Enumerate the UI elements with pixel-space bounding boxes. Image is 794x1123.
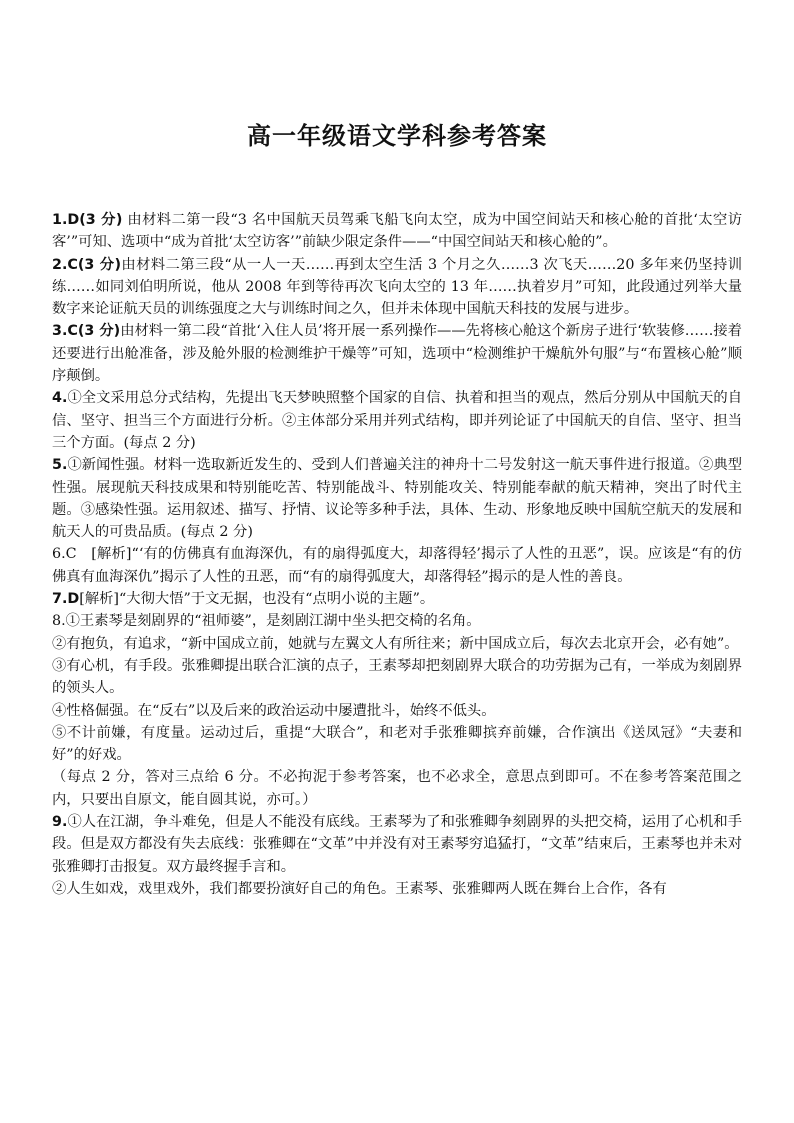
- answer-paragraph: [52, 209, 742, 254]
- answer-paragraph: [52, 254, 742, 321]
- answer-paragraph: [52, 722, 742, 767]
- paragraph-text: 由材料二第三段“从一人一天……再到太空生活 3 个月之久……3 次飞天……20 多年来仍坚持训练……如同刘伯明所说，他从 2008 年到等待再次飞向太空的 13 年……执着岁月”可知，此段通过列举大量数字来论证航天员的训练强度之大与训练时间之久，但并未体现中国航天科技的发展与进步。: [52, 256, 742, 318]
- paragraph-text: [解析]“大彻大悟”于文无据，也没有“点明小说的主题”。: [79, 591, 435, 608]
- answer-paragraph: [52, 655, 742, 700]
- paragraph-text: ②人生如戏，戏里戏外，我们都要扮演好自己的角色。王素琴、张雅卿两人既在舞台上合作，各有: [52, 880, 667, 897]
- answer-paragraph: [52, 588, 742, 610]
- answer-paragraph: [52, 878, 742, 900]
- item-number: 3.C(3 分): [52, 323, 121, 340]
- answer-paragraph: [52, 766, 742, 811]
- paragraph-text: 由材料一第二段“首批‘入住人员’将开展一系列操作——先将核心舱这个新房子进行‘软装修……接着还要进行出舱准备，涉及舱外服的检测维护干燥等”可知，选项中“检测维护干燥航外句服”与“布置核心舱”顺序颠倒。: [52, 323, 742, 385]
- paragraph-text: ③有心机，有手段。张雅卿提出联合汇演的点子，王素琴却把刻剧界大联合的功劳据为己有，一举成为刻剧界的领头人。: [52, 657, 742, 697]
- answer-paragraph: [52, 610, 742, 632]
- paragraph-text: ①人在江湖，争斗难免，但是人不能没有底线。王素琴为了和张雅卿争刻剧界的头把交椅，运用了心机和手段。但是双方都没有失去底线：张雅卿在“文革”中并没有对王素琴穷追猛打，“文革”结束后，王素琴也并未对张雅卿打击报复。双方最终握手言和。: [52, 814, 742, 875]
- paragraph-text: 8.①王素琴是刻剧界的“祖师婆”，是刻剧江湖中坐头把交椅的名角。: [52, 613, 481, 630]
- answer-paragraph: [52, 454, 742, 543]
- item-number: 4.: [52, 390, 68, 407]
- paragraph-text: ①新闻性强。材料一选取新近发生的、受到人们普遍关注的神舟十二号发射这一航天事件进行报道。②典型性强。展现航天科技成果和特别能吃苦、特别能战斗、特别能攻关、特别能奉献的航天精神，突出了时代主题。③感染性强。运用叙述、描写、抒情、议论等多种手法，具体、生动、形象地反映中国航空航天的发展和航天人的可贵品质。(每点 2 分): [52, 457, 742, 541]
- answer-body: [52, 209, 742, 900]
- paragraph-text: ⑤不计前嫌，有度量。运动过后，重提“大联合”，和老对手张雅卿摈弃前嫌，合作演出《送凤冠》“夫妻和好”的好戏。: [52, 724, 742, 764]
- item-number: 1.D(3 分): [52, 212, 123, 228]
- item-number: 7.D: [52, 591, 80, 608]
- answer-paragraph: [52, 387, 742, 454]
- paragraph-text: 由材料二第一段“3 名中国航天员驾乘飞船飞向太空，成为中国空间站天和核心舱的首批‘太空访客’”可知、选项中“成为首批‘太空访客’”前缺少限定条件——“中国空间站天和核心舱的”。: [52, 212, 742, 251]
- page-title: 高一年级语文学科参考答案: [247, 122, 547, 150]
- answer-paragraph: [52, 811, 742, 878]
- paragraph-text: （每点 2 分，答对三点给 6 分。不必拘泥于参考答案，也不必求全，意思点到即可。不在参考答案范围之内，只要出自原文，能自圆其说，亦可。）: [52, 769, 742, 808]
- answer-paragraph: [52, 633, 742, 655]
- answer-paragraph: [52, 320, 742, 387]
- answer-paragraph: [52, 543, 742, 588]
- paragraph-text: ②有抱负，有追求，“新中国成立前，她就与左翼文人有所往来；新中国成立后，每次去北京开会，必有她”。: [52, 635, 739, 652]
- paragraph-text: ①全文采用总分式结构，先提出飞天梦映照整个国家的自信、执着和担当的观点，然后分别从中国航天的自信、坚守、担当三个方面进行分析。②主体部分采用并列式结构，即并列论证了中国航天的自信、坚守、担当三个方面。(每点 2 分): [52, 390, 742, 451]
- item-number: 5.: [52, 457, 68, 474]
- item-number: 9.: [52, 814, 68, 831]
- paragraph-text: 6.C [解析]“‘有的仿佛真有血海深仇，有的扇得弧度大，却落得轻’揭示了人性的丑恶”，误。应该是“有的仿佛真有血海深仇”揭示了人性的丑恶，而“有的扇得弧度大，却落得轻”揭示的是人性的善良。: [52, 546, 742, 585]
- answer-paragraph: [52, 700, 742, 722]
- paragraph-text: ④性格倔强。在“反右”以及后来的政治运动中屡遭批斗，始终不低头。: [52, 702, 496, 719]
- item-number: 2.C(3 分): [52, 256, 121, 273]
